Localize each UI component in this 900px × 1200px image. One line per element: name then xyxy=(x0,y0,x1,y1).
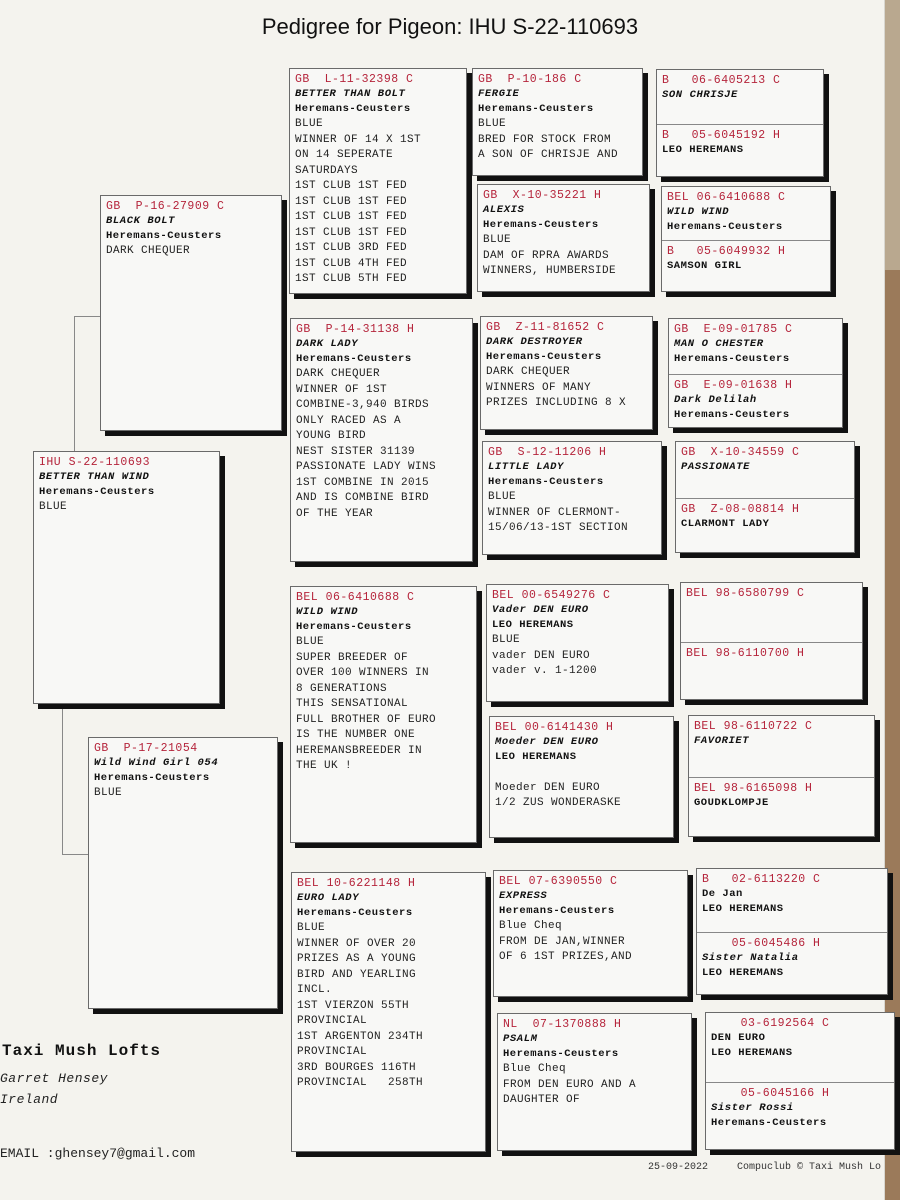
connector-dam xyxy=(62,706,89,855)
breeder-name: Heremans-Ceusters xyxy=(486,351,602,363)
pigeon-notes xyxy=(499,919,682,966)
ring-number: BEL 98-6110700 H xyxy=(686,647,805,660)
note-line: DAUGHTER OF xyxy=(503,1094,581,1106)
pigeon-name: LITTLE LADY xyxy=(488,461,564,473)
sire-half xyxy=(662,73,818,121)
pigeon-notes xyxy=(478,117,637,164)
dds-card[interactable] xyxy=(493,870,688,997)
breeder-name: DEN EURO LEO HEREMANS xyxy=(711,1032,793,1059)
ring-number: BEL 00-6141430 H xyxy=(495,721,614,734)
note-line: PROVINCIAL xyxy=(297,1046,368,1058)
owner-country: Ireland xyxy=(0,1092,59,1107)
pigeon-name: Dark Delilah xyxy=(674,394,757,406)
great-great-grandparents-card[interactable] xyxy=(661,186,831,292)
breeder-name: Heremans-Ceusters xyxy=(488,476,604,488)
note-line: 15/06/13-1ST SECTION xyxy=(488,522,629,534)
note-line: OF 6 1ST PRIZES,AND xyxy=(499,951,633,963)
note-line: WINNER OF 14 X 1ST xyxy=(295,133,422,146)
breeder-name: Heremans-Ceusters xyxy=(711,1117,827,1129)
divider xyxy=(681,642,862,643)
ring-number: B 05-6045192 H xyxy=(662,129,781,142)
sds-card[interactable] xyxy=(480,316,653,430)
great-great-grandparents-card[interactable] xyxy=(668,318,843,428)
pigeon-name: Moeder DEN EURO xyxy=(495,736,599,748)
loft-name: Taxi Mush Lofts xyxy=(2,1042,162,1060)
breeder-name: Heremans-Ceusters xyxy=(94,772,210,784)
sire-half xyxy=(674,322,837,371)
breeder-name: Heremans-Ceusters xyxy=(106,230,222,242)
ring-number: GB Z-08-08814 H xyxy=(681,503,800,516)
note-line: 1ST CLUB 1ST FED xyxy=(295,211,408,223)
ring-number: BEL 06-6410688 C xyxy=(296,591,415,604)
ring-number: GB P-17-21054 xyxy=(94,742,198,755)
sire-half xyxy=(686,586,857,639)
breeder-name: Heremans-Ceusters xyxy=(503,1048,619,1060)
breeder-name: Heremans-Ceusters xyxy=(674,409,790,421)
note-line: 1ST COMBINE IN 2015 xyxy=(296,476,430,489)
software-credit: Compuclub © Taxi Mush Lo xyxy=(737,1162,882,1173)
note-line: COMBINE-3,940 BIRDS xyxy=(296,399,430,411)
breeder-name: CLARMONT LADY xyxy=(681,518,770,530)
note-line: PROVINCIAL xyxy=(297,1015,368,1027)
breeder-name: Heremans-Ceusters xyxy=(296,353,412,365)
divider xyxy=(676,498,854,499)
dam-half xyxy=(662,128,818,158)
note-line: PASSIONATE LADY WINS xyxy=(296,461,437,473)
note-line: BLUE xyxy=(297,922,326,934)
note-line: THE UK ! xyxy=(296,760,353,772)
breeder-name: Heremans-Ceusters xyxy=(483,219,599,231)
note-line: IS THE NUMBER ONE xyxy=(296,729,416,741)
pigeon-name: PASSIONATE xyxy=(681,461,751,473)
ring-number: BEL 00-6549276 C xyxy=(492,589,611,602)
note-line: FULL BROTHER OF EURO xyxy=(296,713,437,726)
pigeon-notes xyxy=(503,1062,686,1109)
print-date: 25-09-2022 xyxy=(648,1162,709,1173)
pigeon-name: WILD WIND xyxy=(667,206,730,218)
note-line: SATURDAYS xyxy=(295,164,359,177)
pigeon-name: FERGIE xyxy=(478,88,520,100)
note-line: 1ST CLUB 1ST FED xyxy=(295,226,408,239)
breeder-name: LEO HEREMANS xyxy=(495,751,577,763)
note-line: BRED FOR STOCK FROM xyxy=(478,133,612,146)
sire-half xyxy=(694,719,869,774)
note-line: BLUE xyxy=(492,634,521,646)
ring-number: BEL 98-6165098 H xyxy=(694,782,813,795)
breeder-name: Heremans-Ceusters xyxy=(667,221,783,233)
sss-card[interactable] xyxy=(472,68,643,176)
note-line: WINNERS, HUMBERSIDE xyxy=(483,265,617,277)
note-line: 3RD BOURGES 116TH xyxy=(297,1061,417,1074)
note-line: SUPER BREEDER OF xyxy=(296,651,409,664)
ring-number: IHU S-22-110693 xyxy=(39,456,151,469)
breeder-name: Heremans-Ceusters xyxy=(297,907,413,919)
ring-number: B 05-6049932 H xyxy=(667,245,786,258)
note-line: BLUE xyxy=(483,234,512,246)
divider xyxy=(697,932,887,933)
ring-number: 05-6045166 H xyxy=(711,1087,830,1100)
dam-half xyxy=(674,378,837,423)
breeder-name: LEO HEREMANS xyxy=(702,967,784,979)
great-great-grandparents-card[interactable] xyxy=(696,868,888,995)
note-line: vader v. 1-1200 xyxy=(492,665,598,677)
note-line: FROM DE JAN,WINNER xyxy=(499,935,626,948)
owner-email[interactable]: EMAIL :ghensey7@gmail.com xyxy=(0,1146,196,1161)
pigeon-notes xyxy=(296,367,467,522)
ring-number: 05-6045486 H xyxy=(702,937,821,950)
ring-number: B 02-6113220 C xyxy=(702,873,821,886)
dam-dam-card[interactable] xyxy=(291,872,486,1152)
note-line: Blue Cheq xyxy=(499,920,563,932)
breeder-name: SAMSON GIRL xyxy=(667,260,742,272)
note-line: BLUE xyxy=(488,491,517,503)
pigeon-name: MAN O CHESTER xyxy=(674,338,764,350)
pigeon-name: DARK DESTROYER xyxy=(486,336,583,348)
great-great-grandparents-card[interactable] xyxy=(680,582,863,700)
page-title: Pedigree for Pigeon: IHU S-22-110693 xyxy=(261,14,639,39)
note-line: OVER 100 WINNERS IN xyxy=(296,667,430,679)
pigeon-notes xyxy=(295,117,461,288)
breeder-name: Heremans-Ceusters xyxy=(499,905,615,917)
note-line: FROM DEN EURO AND A xyxy=(503,1078,637,1091)
note-line: WINNER OF CLERMONT- xyxy=(488,506,622,519)
pigeon-color: BLUE xyxy=(39,501,68,513)
pigeon-name: ALEXIS xyxy=(483,204,525,216)
ring-number: GB E-09-01785 C xyxy=(674,323,793,336)
great-great-grandparents-card[interactable] xyxy=(675,441,855,553)
note-line: DARK CHEQUER xyxy=(296,368,381,380)
ring-number: 03-6192564 C xyxy=(711,1017,830,1030)
breeder-name: LEO HEREMANS xyxy=(662,144,744,156)
note-line: INCL. xyxy=(297,984,333,996)
note-line: DARK CHEQUER xyxy=(486,366,571,378)
breeder-name: Heremans-Ceusters xyxy=(295,103,411,115)
pigeon-name: Sister Natalia xyxy=(702,952,799,964)
dam-half xyxy=(694,781,869,811)
breeder-name: GOUDKLOMPJE xyxy=(694,797,769,809)
pigeon-notes xyxy=(492,633,663,680)
note-line: ON 14 SEPERATE xyxy=(295,149,394,161)
sire-half xyxy=(711,1016,889,1079)
ring-number: GB Z-11-81652 C xyxy=(486,321,605,334)
ring-number: GB L-11-32398 C xyxy=(295,73,414,86)
divider xyxy=(689,777,874,778)
note-line: 1ST CLUB 1ST FED xyxy=(295,195,408,208)
note-line: 8 GENERATIONS xyxy=(296,682,388,695)
note-line: PRIZES INCLUDING 8 X xyxy=(486,397,627,409)
pigeon-name: DARK LADY xyxy=(296,338,359,350)
note-line: PROVINCIAL 258TH xyxy=(297,1077,424,1089)
ring-number: NL 07-1370888 H xyxy=(503,1018,622,1031)
note-line: WINNER OF OVER 20 xyxy=(297,937,417,950)
ring-number: GB X-10-34559 C xyxy=(681,446,800,459)
pigeon-color: BLUE xyxy=(94,787,123,799)
ring-number: GB P-16-27909 C xyxy=(106,200,225,213)
pigeon-name: PSALM xyxy=(503,1033,538,1045)
pigeon-name: BLACK BOLT xyxy=(106,215,176,227)
note-line: BLUE xyxy=(295,118,324,130)
divider xyxy=(669,374,842,375)
great-great-grandparents-card[interactable] xyxy=(656,69,824,177)
pigeon-name: WILD WIND xyxy=(296,606,359,618)
note-line: 1ST VIERZON 55TH xyxy=(297,999,410,1012)
pigeon-name: Wild Wind Girl 054 xyxy=(94,757,219,769)
note-line: 1ST CLUB 3RD FED xyxy=(295,242,408,254)
pigeon-name: EXPRESS xyxy=(499,890,548,902)
note-line: BIRD AND YEARLING xyxy=(297,968,417,981)
dam-half xyxy=(711,1086,889,1131)
note-line: NEST SISTER 31139 xyxy=(296,445,416,458)
note-line: ONLY RACED AS A xyxy=(296,414,402,427)
pigeon-name: Sister Rossi xyxy=(711,1102,794,1114)
note-line: 1ST ARGENTON 234TH xyxy=(297,1030,424,1043)
note-line: 1ST CLUB 4TH FED xyxy=(295,257,408,270)
ssd-card[interactable] xyxy=(477,184,650,292)
note-line: Blue Cheq xyxy=(503,1063,567,1075)
note-line: YOUNG BIRD xyxy=(296,430,367,442)
note-line: PRIZES AS A YOUNG xyxy=(297,953,417,965)
dam-half xyxy=(702,936,882,981)
pigeon-notes xyxy=(296,635,471,775)
breeder-name: Heremans-Ceusters xyxy=(674,353,790,365)
subject-pigeon-card[interactable] xyxy=(33,451,220,704)
pigeon-name: EURO LADY xyxy=(297,892,360,904)
dam-card[interactable] xyxy=(88,737,278,1009)
note-line: WINNER OF 1ST xyxy=(296,383,388,396)
dsd-card[interactable] xyxy=(489,716,674,838)
ring-number: B 06-6405213 C xyxy=(662,74,781,87)
note-line: BLUE xyxy=(296,636,325,648)
note-line: 1/2 ZUS WONDERASKE xyxy=(495,797,622,809)
pigeon-notes xyxy=(488,490,656,537)
connector-sire xyxy=(74,316,101,452)
divider xyxy=(706,1082,894,1083)
note-line: DAM OF RPRA AWARDS xyxy=(483,249,610,262)
pigeon-color: DARK CHEQUER xyxy=(106,245,191,257)
ring-number: BEL 10-6221148 H xyxy=(297,877,416,890)
breeder-name: De Jan LEO HEREMANS xyxy=(702,888,784,915)
note-line: BLUE xyxy=(478,118,507,130)
pigeon-notes xyxy=(483,233,644,280)
ddd-card[interactable] xyxy=(497,1013,692,1151)
note-line: 1ST CLUB 5TH FED xyxy=(295,273,408,285)
breeder-name: Heremans-Ceusters xyxy=(478,103,594,115)
divider xyxy=(657,124,823,125)
ring-number: GB X-10-35221 H xyxy=(483,189,602,202)
pigeon-notes xyxy=(495,765,668,812)
great-great-grandparents-card[interactable] xyxy=(688,715,875,837)
pigeon-name: FAVORIET xyxy=(694,735,750,747)
note-line: vader DEN EURO xyxy=(492,649,591,662)
sdd-card[interactable] xyxy=(482,441,662,555)
breeder-name: LEO HEREMANS xyxy=(492,619,574,631)
ring-number: BEL 98-6110722 C xyxy=(694,720,813,733)
note-line: WINNERS OF MANY xyxy=(486,381,592,394)
ring-number: GB S-12-11206 H xyxy=(488,446,607,459)
divider xyxy=(662,240,830,241)
ring-number: GB P-14-31138 H xyxy=(296,323,415,336)
ring-number: BEL 07-6390550 C xyxy=(499,875,618,888)
sire-half xyxy=(702,872,882,929)
breeder-name: Heremans-Ceusters xyxy=(39,486,155,498)
sire-dam-card[interactable] xyxy=(290,318,473,562)
dam-sire-card[interactable] xyxy=(290,586,477,843)
note-line: A SON OF CHRISJE AND xyxy=(478,149,619,161)
sire-half xyxy=(681,445,849,495)
note-line: AND IS COMBINE BIRD xyxy=(296,492,430,504)
dam-half xyxy=(681,502,849,532)
pigeon-notes xyxy=(486,365,647,412)
ring-number: BEL 98-6580799 C xyxy=(686,587,805,600)
ring-number: GB E-09-01638 H xyxy=(674,379,793,392)
dam-half xyxy=(686,646,857,661)
note-line: HEREMANSBREEDER IN xyxy=(296,744,423,757)
sire-card[interactable] xyxy=(100,195,282,431)
pigeon-name: BETTER THAN BOLT xyxy=(295,88,406,100)
note-line: 1ST CLUB 1ST FED xyxy=(295,180,408,192)
breeder-name: Heremans-Ceusters xyxy=(296,621,412,633)
pigeon-name: Vader DEN EURO xyxy=(492,604,589,616)
ring-number: BEL 06-6410688 C xyxy=(667,191,786,204)
pigeon-name: SON CHRISJE xyxy=(662,89,738,101)
pigeon-name: BETTER THAN WIND xyxy=(39,471,150,483)
sire-sire-card[interactable] xyxy=(289,68,467,294)
owner-name: Garret Hensey xyxy=(0,1071,108,1086)
note-line: OF THE YEAR xyxy=(296,507,374,520)
ring-number: GB P-10-186 C xyxy=(478,73,582,86)
great-great-grandparents-card[interactable] xyxy=(705,1012,895,1150)
note-line: Moeder DEN EURO xyxy=(495,781,601,794)
dam-half xyxy=(667,244,825,274)
pigeon-notes xyxy=(297,921,480,1092)
note-line: THIS SENSATIONAL xyxy=(296,698,409,710)
dss-card[interactable] xyxy=(486,584,669,702)
sire-half xyxy=(667,190,825,237)
note-line xyxy=(495,765,668,781)
